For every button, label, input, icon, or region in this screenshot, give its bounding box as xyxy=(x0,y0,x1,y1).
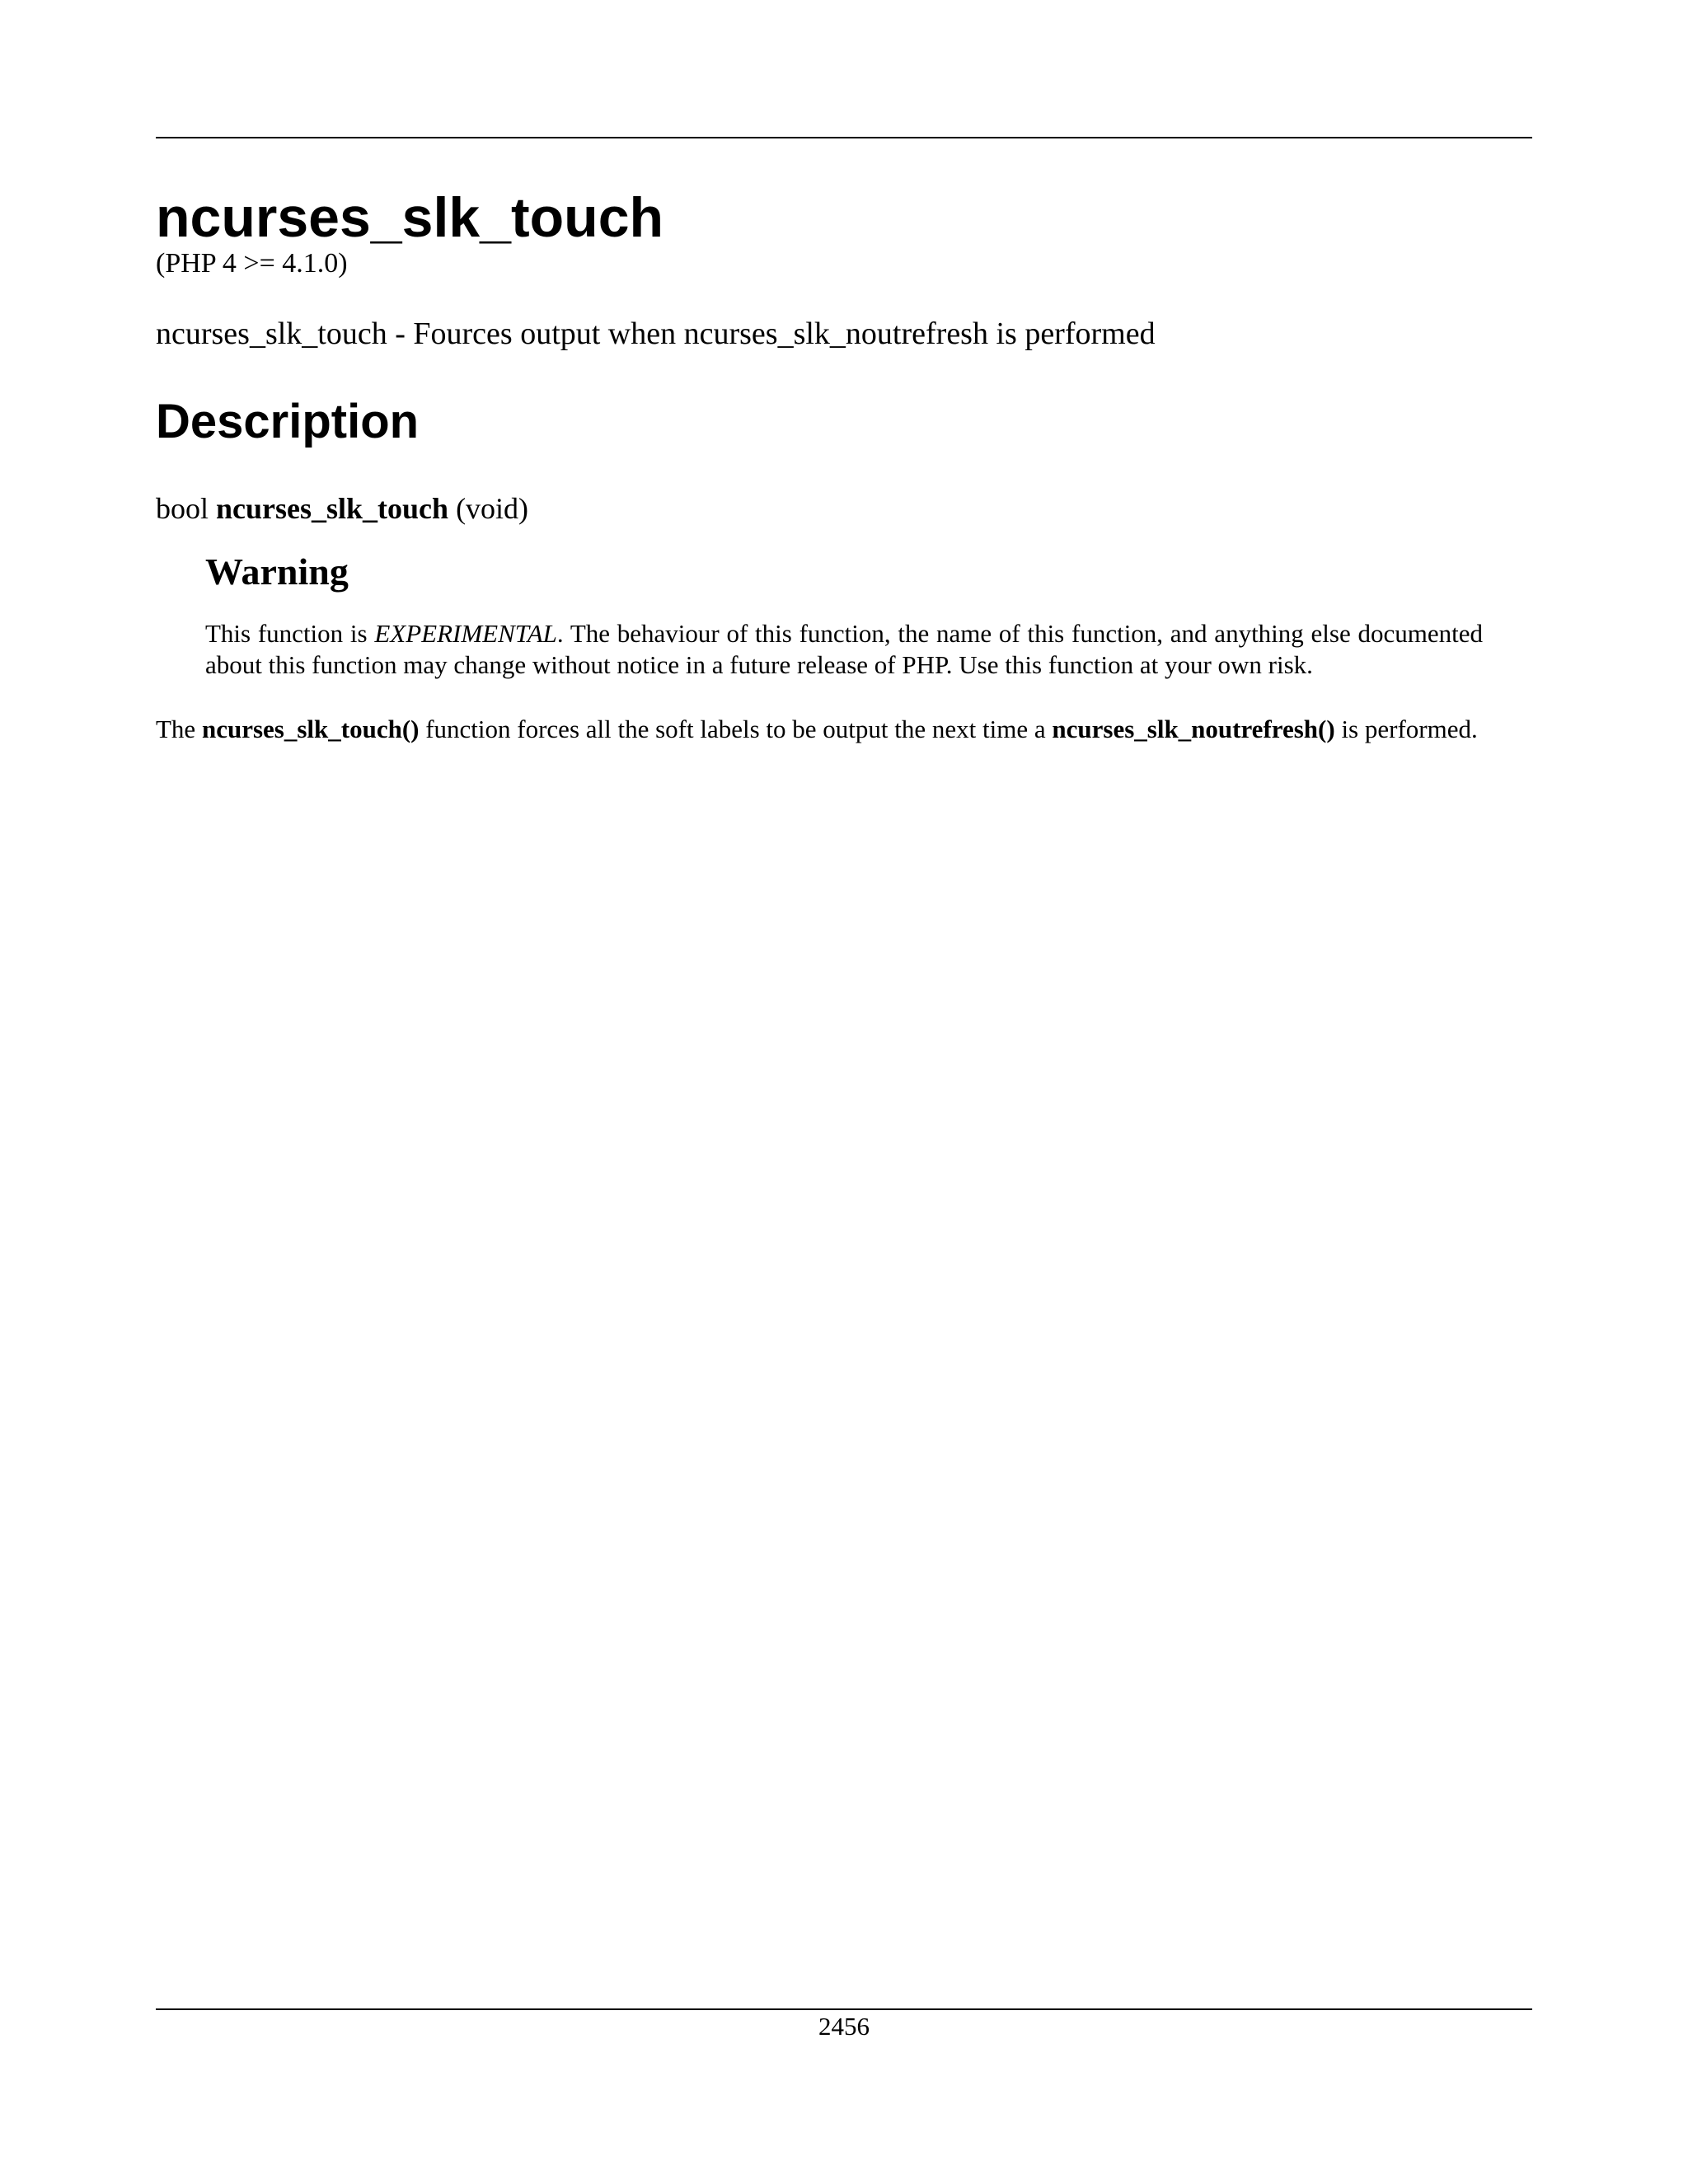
header-rule xyxy=(156,137,1532,138)
return-type: bool xyxy=(156,492,209,526)
warning-text: This function is EXPERIMENTAL. The behaviour of this function, the name of this function, and anything else documented about this function may change without notice in a future release of PHP. Use this function at your own risk. xyxy=(205,619,1483,679)
experimental-emphasis: EXPERIMENTAL xyxy=(374,619,557,648)
page-title: ncurses_slk_touch xyxy=(156,186,664,249)
function-params: (void) xyxy=(456,492,529,526)
warning-heading: Warning xyxy=(205,551,349,593)
description-paragraph: The ncurses_slk_touch() function forces all the soft labels to be output the next time a ncurses_slk_noutrefresh() is performed. xyxy=(156,714,1478,743)
function-synopsis xyxy=(156,491,1532,527)
version-info: (PHP 4 >= 4.1.0) xyxy=(156,248,348,279)
reference-entry xyxy=(156,188,1532,744)
warning-box xyxy=(205,551,1483,680)
function-purpose: ncurses_slk_touch - Fources output when ncurses_slk_noutrefresh is performed xyxy=(156,316,1156,351)
description-heading: Description xyxy=(156,395,420,449)
function-ref-slk-touch: ncurses_slk_touch() xyxy=(201,714,420,743)
function-name: ncurses_slk_touch xyxy=(216,492,449,526)
function-ref-slk-noutrefresh: ncurses_slk_noutrefresh() xyxy=(1052,714,1335,743)
page-number: 2456 xyxy=(818,2012,870,2041)
